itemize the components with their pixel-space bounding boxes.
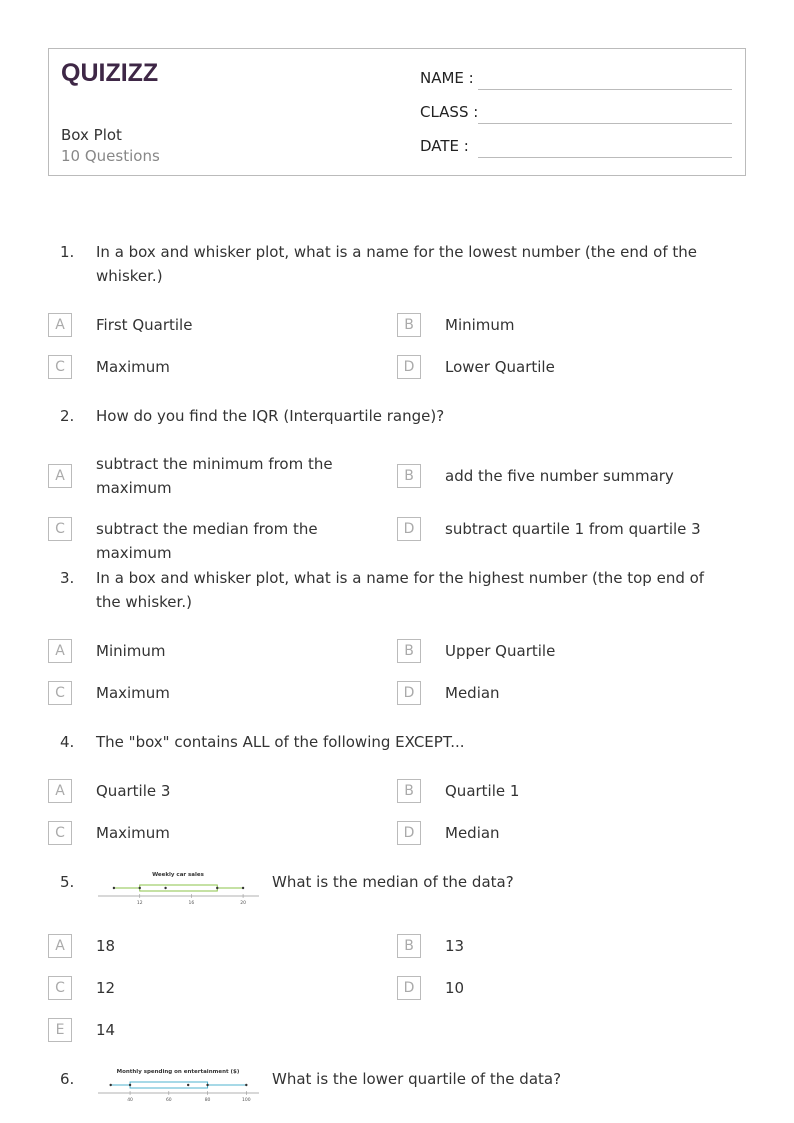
- option-text: First Quartile: [96, 316, 193, 334]
- box: [130, 1082, 208, 1088]
- box-plot-chart: [96, 1065, 261, 1105]
- data-point: [109, 1084, 111, 1086]
- option-text: Maximum: [96, 684, 170, 702]
- option-text: subtract the median from the maximum: [96, 520, 318, 562]
- option-text: 18: [96, 937, 116, 955]
- option-letter-box[interactable]: B: [397, 464, 421, 488]
- option-text: Median: [445, 684, 500, 702]
- option-text: 10: [445, 979, 465, 997]
- option-text: subtract quartile 1 from quartile 3: [445, 520, 701, 538]
- x-tick-label: 16: [188, 901, 195, 906]
- option-text: 13: [445, 937, 465, 955]
- date-label: DATE :: [420, 137, 469, 155]
- question-text: The "box" contains ALL of the following EXCEPT...: [96, 733, 465, 751]
- option-text: Quartile 3: [96, 782, 171, 800]
- data-point: [206, 1084, 208, 1086]
- question-number: 2.: [60, 407, 75, 425]
- option-letter-box[interactable]: C: [48, 976, 72, 1000]
- date-field[interactable]: [478, 157, 732, 158]
- question-number: 6.: [60, 1070, 75, 1088]
- option-text: Maximum: [96, 358, 170, 376]
- question-text: In a box and whisker plot, what is a name for the lowest number (the end of the whisker.): [96, 243, 698, 285]
- chart-title: Monthly spending on entertainment ($): [116, 1069, 240, 1075]
- question-count: 10 Questions: [61, 147, 160, 165]
- option-text: Quartile 1: [445, 782, 520, 800]
- x-tick-label: 12: [136, 901, 143, 906]
- chart-title: Weekly car sales: [152, 872, 204, 878]
- option-letter-box[interactable]: A: [48, 934, 72, 958]
- box-plot-chart: [96, 868, 261, 908]
- option-text: 14: [96, 1021, 116, 1039]
- question-number: 1.: [60, 243, 75, 261]
- data-point: [245, 1084, 247, 1086]
- option-letter-box[interactable]: D: [397, 681, 421, 705]
- option-text: Minimum: [445, 316, 515, 334]
- question-text: What is the median of the data?: [272, 873, 514, 891]
- option-text: subtract the minimum from the maximum: [96, 455, 333, 497]
- class-label: CLASS :: [420, 103, 479, 121]
- option-text: add the five number summary: [445, 467, 674, 485]
- option-letter-box[interactable]: C: [48, 821, 72, 845]
- question-text: In a box and whisker plot, what is a name for the highest number (the top end of the whisker.): [96, 569, 705, 611]
- data-point: [113, 887, 115, 889]
- question-number: 5.: [60, 873, 75, 891]
- option-letter-box[interactable]: C: [48, 681, 72, 705]
- x-tick-label: 20: [240, 901, 246, 906]
- option-letter-box[interactable]: E: [48, 1018, 72, 1042]
- data-point: [129, 1084, 131, 1086]
- option-letter-box[interactable]: B: [397, 639, 421, 663]
- option-letter-box[interactable]: C: [48, 355, 72, 379]
- option-letter-box[interactable]: A: [48, 639, 72, 663]
- option-letter-box[interactable]: A: [48, 779, 72, 803]
- data-point: [139, 887, 141, 889]
- data-point: [164, 887, 166, 889]
- x-tick-label: 60: [165, 1098, 172, 1103]
- option-letter-box[interactable]: B: [397, 934, 421, 958]
- worksheet-title: Box Plot: [61, 126, 122, 144]
- question-text: How do you find the IQR (Interquartile range)?: [96, 407, 445, 425]
- question-number: 4.: [60, 733, 75, 751]
- option-text: 12: [96, 979, 116, 997]
- x-tick-label: 80: [204, 1098, 211, 1103]
- question-number: 3.: [60, 569, 75, 587]
- option-letter-box[interactable]: A: [48, 464, 72, 488]
- data-point: [242, 887, 244, 889]
- data-point: [216, 887, 218, 889]
- option-letter-box[interactable]: D: [397, 355, 421, 379]
- option-text: Upper Quartile: [445, 642, 556, 660]
- x-tick-label: 100: [242, 1098, 251, 1103]
- option-text: Median: [445, 824, 500, 842]
- data-point: [187, 1084, 189, 1086]
- option-letter-box[interactable]: B: [397, 779, 421, 803]
- option-text: Minimum: [96, 642, 166, 660]
- class-field[interactable]: [478, 123, 732, 124]
- name-label: NAME :: [420, 69, 474, 87]
- option-letter-box[interactable]: A: [48, 313, 72, 337]
- quizizz-logo: QUIZIZZ: [61, 59, 159, 87]
- option-letter-box[interactable]: D: [397, 517, 421, 541]
- name-field[interactable]: [478, 89, 732, 90]
- option-text: Lower Quartile: [445, 358, 555, 376]
- x-tick-label: 40: [127, 1098, 133, 1103]
- box: [140, 885, 218, 891]
- option-letter-box[interactable]: C: [48, 517, 72, 541]
- question-text: What is the lower quartile of the data?: [272, 1070, 562, 1088]
- option-text: Maximum: [96, 824, 170, 842]
- option-letter-box[interactable]: D: [397, 976, 421, 1000]
- option-letter-box[interactable]: D: [397, 821, 421, 845]
- option-letter-box[interactable]: B: [397, 313, 421, 337]
- worksheet-header: [48, 48, 746, 176]
